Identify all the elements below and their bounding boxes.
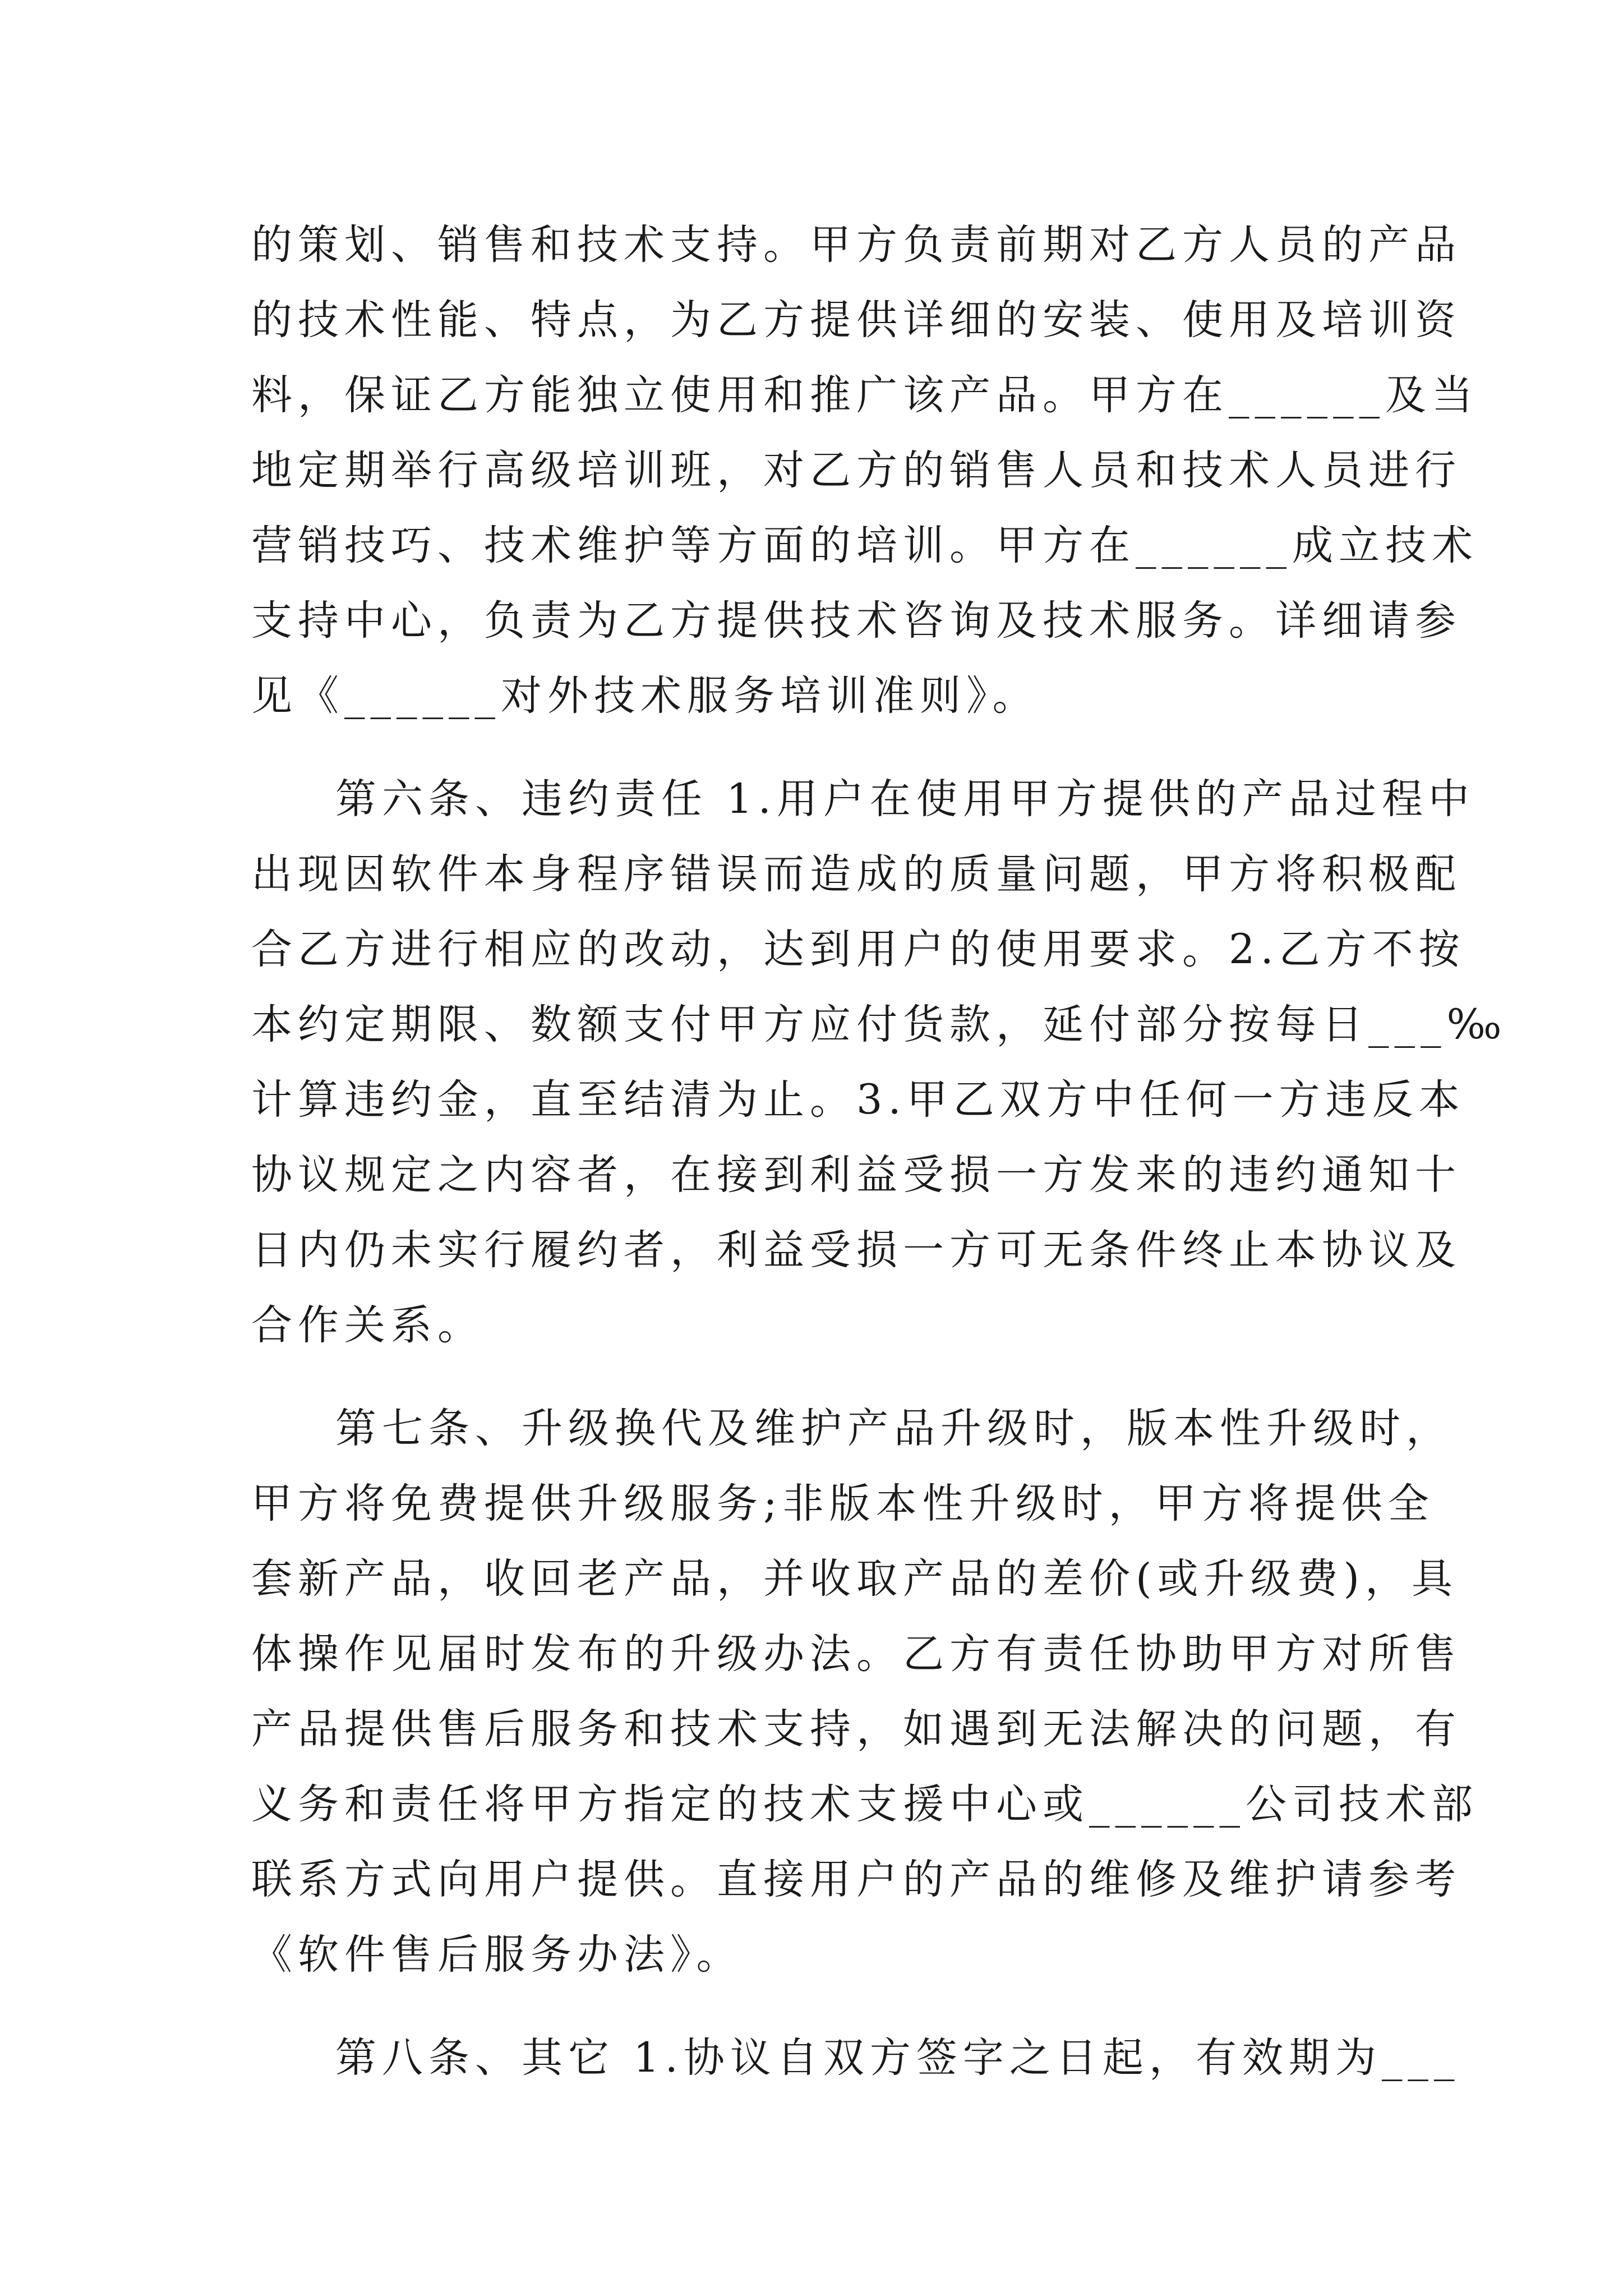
text-line: 的策划、销售和技术支持。甲方负责前期对乙方人员的产品 bbox=[251, 221, 1461, 269]
text-line: 义务和责任将甲方指定的技术支援中心或______公司技术部 bbox=[251, 1780, 1478, 1828]
text-line: 协议规定之内容者，在接到利益受损一方发来的违约通知十 bbox=[251, 1151, 1461, 1199]
text-line: 营销技巧、技术维护等方面的培训。甲方在______成立技术 bbox=[251, 522, 1478, 569]
text-line: 甲方将免费提供升级服务;非版本性升级时，甲方将提供全 bbox=[251, 1480, 1435, 1527]
text-line: 合作关系。 bbox=[251, 1301, 484, 1349]
text-line: 计算违约金，直至结清为止。3.甲乙双方中任何一方违反本 bbox=[251, 1076, 1465, 1124]
text-line: 料，保证乙方能独立使用和推广该产品。甲方在______及当 bbox=[251, 371, 1478, 419]
paragraph-spacing bbox=[251, 1363, 1395, 1391]
text-line: 出现因软件本身程序错误而造成的质量问题，甲方将积极配 bbox=[251, 850, 1461, 898]
text-line: 第七条、升级换代及维护产品升级时，版本性升级时， bbox=[335, 1405, 1453, 1452]
text-line: 见《______对外技术服务培训准则》。 bbox=[251, 672, 1039, 720]
text-line: 产品提供售后服务和技术支持，如遇到无法解决的问题，有 bbox=[251, 1705, 1461, 1753]
text-line: 日内仍未实行履约者，利益受损一方可无条件终止本协议及 bbox=[251, 1226, 1461, 1274]
text-line: 的技术性能、特点，为乙方提供详细的安装、使用及培训资 bbox=[251, 296, 1461, 344]
text-line: 第六条、违约责任 1.用户在使用甲方提供的产品过程中 bbox=[335, 775, 1475, 823]
text-line: 套新产品，收回老产品，并收取产品的差价(或升级费)，具 bbox=[251, 1555, 1458, 1603]
text-line: 地定期举行高级培训班，对乙方的销售人员和技术人员进行 bbox=[251, 447, 1461, 494]
text-line: 本约定期限、数额支付甲方应付货款，延付部分按每日___‰ bbox=[251, 1001, 1507, 1048]
text-line: 合乙方进行相应的改动，达到用户的使用要求。2.乙方不按 bbox=[251, 926, 1465, 973]
text-line: 《软件售后服务办法》。 bbox=[251, 1931, 743, 1978]
paragraph-article-6 bbox=[251, 762, 1507, 1363]
paragraph-article-8 bbox=[251, 2021, 1460, 2096]
document-body bbox=[251, 208, 1507, 2096]
text-line: 第八条、其它 1.协议自双方签字之日起，有效期为___ bbox=[335, 2034, 1460, 2082]
paragraph-service-support bbox=[251, 208, 1478, 734]
paragraph-article-7 bbox=[251, 1391, 1478, 1993]
text-line: 联系方式向用户提供。直接用户的产品的维修及维护请参考 bbox=[251, 1856, 1461, 1903]
paragraph-spacing bbox=[251, 734, 1395, 762]
text-line: 体操作见届时发布的升级办法。乙方有责任协助甲方对所售 bbox=[251, 1630, 1461, 1678]
text-line: 支持中心，负责为乙方提供技术咨询及技术服务。详细请参 bbox=[251, 597, 1461, 645]
paragraph-spacing bbox=[251, 1993, 1395, 2021]
